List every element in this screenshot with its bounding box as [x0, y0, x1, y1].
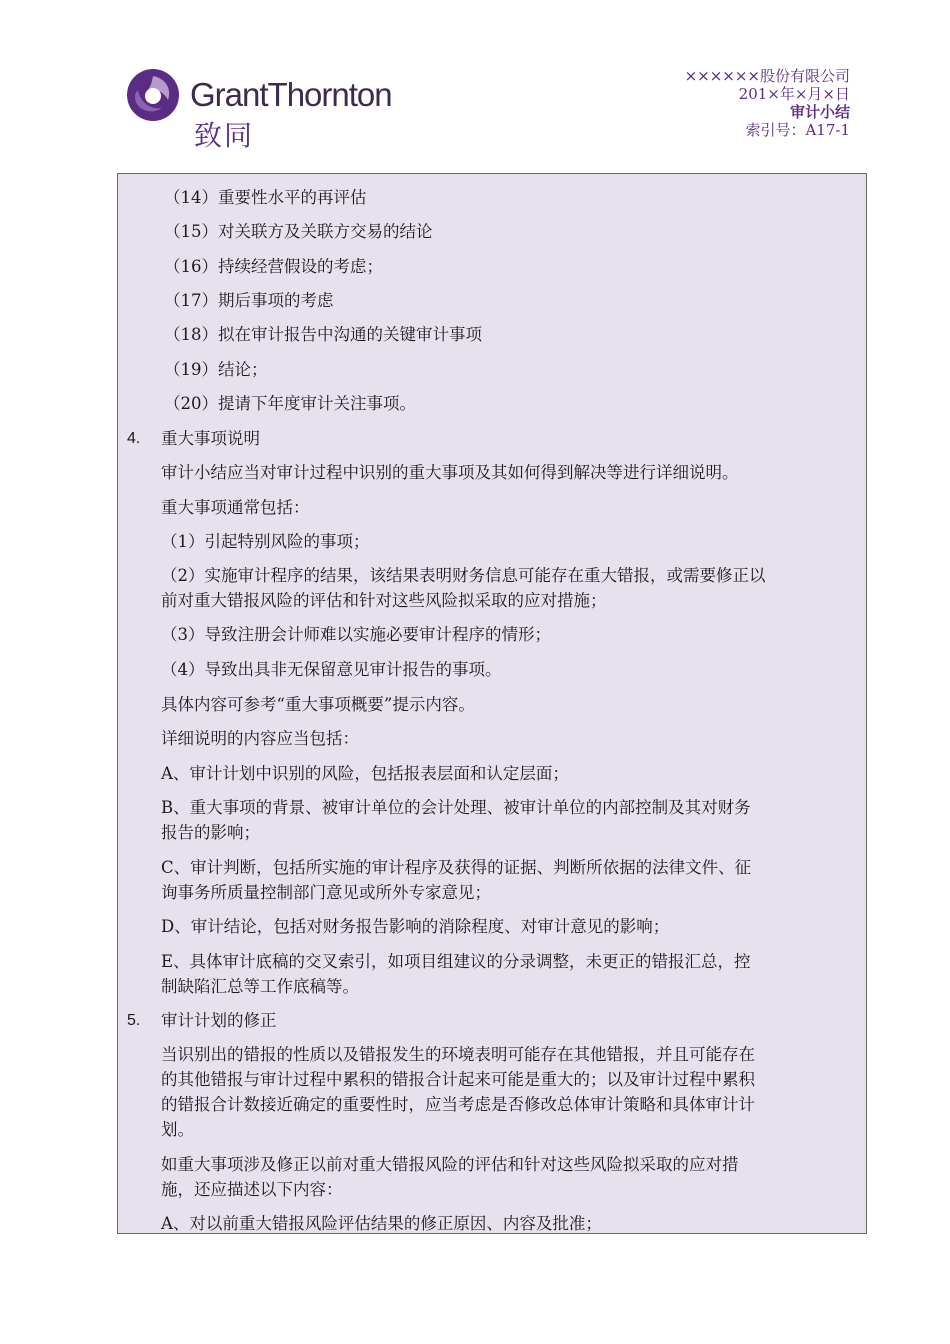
list-item: 询事务所质量控制部门意见或所外专家意见； — [161, 883, 491, 902]
list-item: （15）对关联方及关联方交易的结论 — [164, 222, 433, 241]
paragraph: 审计小结应当对审计过程中识别的重大事项及其如何得到解决等进行详细说明。 — [161, 463, 739, 482]
paragraph: 如重大事项涉及修正以前对重大错报风险的评估和针对这些风险拟采取的应对措 — [161, 1155, 739, 1174]
grant-thornton-logo — [126, 66, 406, 150]
list-item: E、具体审计底稿的交叉索引，如项目组建议的分录调整，未更正的错报汇总，控 — [161, 952, 751, 971]
list-item: D、审计结论，包括对财务报告影响的消除程度、对审计意见的影响； — [161, 917, 670, 936]
section-title: 审计计划的修正 — [161, 1011, 277, 1030]
list-item: 制缺陷汇总等工作底稿等。 — [161, 977, 359, 996]
section-number: 4. — [127, 430, 141, 447]
document-header — [685, 67, 850, 139]
list-item: （1）引起特别风险的事项； — [161, 532, 370, 551]
logo-chinese-name: 致同 — [194, 119, 255, 152]
list-item: （3）导致注册会计师难以实施必要审计程序的情形； — [161, 625, 551, 644]
list-item: 前对重大错报风险的评估和针对这些风险拟采取的应对措施； — [161, 591, 607, 610]
list-item: （16）持续经营假设的考虑； — [164, 257, 383, 276]
list-item: 报告的影响； — [161, 823, 260, 842]
company-name: ××××××股份有限公司 — [684, 67, 850, 85]
paragraph: 重大事项通常包括： — [161, 498, 310, 517]
list-item: A、对以前重大错报风险评估结果的修正原因、内容及批准； — [161, 1214, 602, 1233]
list-item: （14）重要性水平的再评估 — [164, 188, 367, 207]
paragraph: 施，还应描述以下内容： — [161, 1180, 343, 1199]
document-title: 审计小结 — [789, 103, 850, 121]
list-item: （18）拟在审计报告中沟通的关键审计事项 — [164, 325, 482, 344]
section-title: 重大事项说明 — [161, 429, 260, 448]
paragraph: 的错报合计数接近确定的重要性时，应当考虑是否修改总体审计策略和具体审计计 — [161, 1095, 755, 1114]
paragraph: 的其他错报与审计过程中累积的错报合计起来可能是重大的；以及审计过程中累积 — [161, 1070, 755, 1089]
grant-thornton-swirl-icon — [126, 68, 180, 122]
list-item: （17）期后事项的考虑 — [164, 291, 334, 310]
paragraph: 划。 — [161, 1120, 194, 1139]
report-date: 201×年×月×日 — [738, 85, 850, 103]
paragraph: 详细说明的内容应当包括： — [161, 729, 359, 748]
list-item: （2）实施审计程序的结果，该结果表明财务信息可能存在重大错报，或需要修正以 — [161, 566, 766, 585]
list-item: （19）结论； — [164, 360, 268, 379]
list-item: B、重大事项的背景、被审计单位的会计处理、被审计单位的内部控制及其对财务 — [161, 798, 751, 817]
list-item: （4）导致出具非无保留意见审计报告的事项。 — [161, 660, 502, 679]
list-item: C、审计判断，包括所实施的审计程序及获得的证据、判断所依据的法律文件、征 — [161, 858, 752, 877]
section-number: 5. — [127, 1012, 141, 1029]
paragraph: 具体内容可参考“重大事项概要”提示内容。 — [161, 695, 475, 714]
content-panel — [117, 173, 867, 1234]
index-number: 索引号：A17-1 — [745, 121, 850, 139]
list-item: A、审计计划中识别的风险，包括报表层面和认定层面； — [161, 764, 569, 783]
list-item: （20）提请下年度审计关注事项。 — [164, 394, 416, 413]
logo-wordmark: GrantThornton — [190, 76, 392, 113]
paragraph: 当识别出的错报的性质以及错报发生的环境表明可能存在其他错报，并且可能存在 — [161, 1045, 755, 1064]
